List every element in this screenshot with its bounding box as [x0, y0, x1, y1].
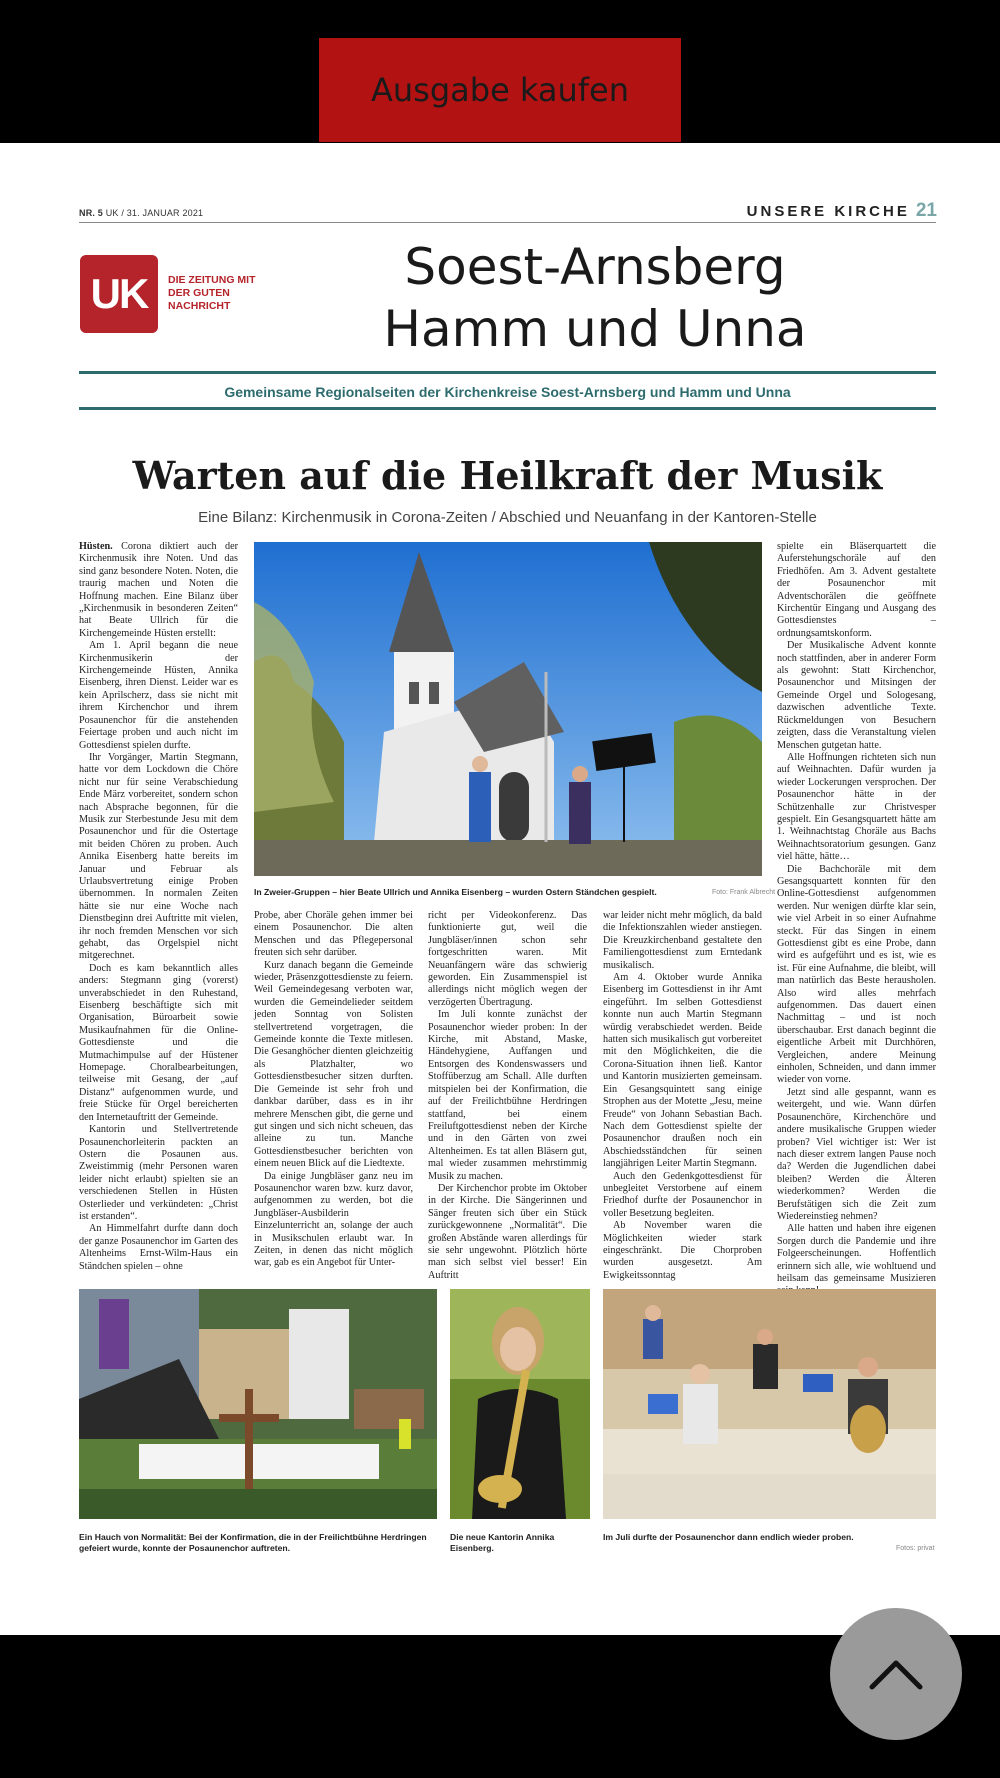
section-header [747, 200, 937, 222]
page-number: 21 [915, 200, 937, 221]
paragraph: Jetzt sind alle gespannt, wann es weitergeht, und wie. Wann dürfen Posaunenchöre, Kirchenchöre und andere musikalische Gruppen wieder proben? Viel wichtiger ist: Wer ist nach dieser extrem langen Pause noch da? Werden die Jugendlichen dabei bleiben? Werden die Älteren wiederkommen? Werden die Berufstätigen sich die Zeit zum Wiedereinstieg nehmen? [777, 1086, 936, 1222]
main-photo-caption: In Zweier-Gruppen – hier Beate Ullrich und Annika Eisenberg – wurden Ostern Ständchen gespielt. [254, 887, 657, 897]
rehearsal-photo-illustration [603, 1289, 936, 1519]
confirmation-photo [79, 1289, 437, 1519]
chevron-up-icon [868, 1657, 924, 1691]
issue-date: UK / 31. JANUAR 2021 [105, 208, 204, 218]
paragraph: Alle Hoffnungen richteten sich nun auf Weihnachten. Dafür wurden ja wieder Lockerungen versprochen. Der Posaunenchor hätte in der Schützenhalle zur Christvesper gespielt. Ein Gesangsquartett hätte am 1. Weihnachtstag Choräle aus Bachs Weihnachtsoratorium gesungen. Ganz viel hätte, hätte… [777, 751, 936, 863]
logo-tagline: DIE ZEITUNG MIT DER GUTEN NACHRICHT [168, 274, 256, 312]
region-title [360, 236, 830, 360]
kantorin-photo [450, 1289, 590, 1519]
paragraph: Da einige Jungbläser ganz neu im Posaunenchor waren bzw. kurz davor, aufgenommen zu werden, bot die Jungbläser-Ausbilderin Einzelunterricht an, solange der auch in Musikschulen erlaubt war. In Zeiten, in denen das nicht möglich war, gab es ein Angebot für Unter- [254, 1170, 413, 1269]
region-line-2: Hamm und Unna [383, 300, 807, 358]
region-line-1: Soest-Arnsberg [404, 238, 786, 296]
article-column-4 [603, 910, 762, 1280]
issue-number: NR. 5 [79, 208, 104, 218]
section-name: UNSERE KIRCHE [746, 203, 910, 220]
main-photo [254, 542, 762, 876]
paragraph: Probe, aber Choräle gehen immer bei einem Posaunenchor. Die alten Menschen und das Pflegepersonal freuten sich sehr darüber. [254, 910, 413, 959]
paragraph: Alle hatten und haben ihre eigenen Sorgen durch die Pandemie und ihre Folgeerscheinungen. Hoffentlich erinnern sich alle, wie wohltuend und heilsam das gemeinsame Musizieren [777, 1223, 936, 1284]
paragraph: Hüsten. Corona diktiert auch der Kirchenmusik ihre Noten. Und das sind ganz besondere Noten. Noten, die traurig machen und Noten die Hoffnung machen. Eine Bilanz über „Kirchenmusik in besonderen Zeiten“ hat Beate Ullrich für die Kirchengemeinde Hüsten erstellt: [79, 541, 239, 639]
rehearsal-photo [603, 1289, 936, 1519]
paragraph: Ab November waren die Möglichkeiten wieder stark eingeschränkt. Die Chorproben wurden ausgesetzt. Am Ewigkeitssonntag [603, 1220, 762, 1281]
dateline: Hüsten. [79, 541, 113, 552]
article-column-3 [428, 910, 587, 1280]
paragraph: Im Juli konnte zunächst der Posaunenchor wieder proben: In der Kirche, mit Abstand, Maske, Händehygiene, Auffangen und Entsorgen des Kondenswassers und Stoffüberzug am Schall. Alle durften mitspielen bei der Konfirmation, die auf der Freilichtbühne Herdringen stattfand, bei einem Freiluftgottesdienst neben der Kirche und in den Gärten von zwei Altenheimen. Es tat allen Bläsern gut, mal wieder zusammen mehrstimmig Musik zu machen. [428, 1009, 587, 1182]
church-photo-illustration [254, 542, 762, 876]
kantorin-photo-caption: Die neue Kantorin Annika Eisenberg. [450, 1532, 555, 1553]
paragraph: Am 1. April begann die neue Kirchenmusikerin der Kirchengemeinde Hüsten, Annika Eisenberg, ihren Dienst. Leider war es kein Aprilscherz, dass sie nicht mit ihrem Kirchenchor und ihrem Posaunenchor für die anstehenden Feiertage proben und auch nicht im Gottesdienst spielen durfte. [79, 640, 238, 751]
paragraph: An Himmelfahrt durfte dann doch der ganze Posaunenchor im Garten des Altenheims Ernst-Wilm-Haus ein Ständchen spielen – ohne [79, 1223, 238, 1272]
paragraph: war leider nicht mehr möglich, da bald die Infektionszahlen wieder anstiegen. Die Kreuzkirchenband gestaltete den Familiengottesdienst zum Erntedank musikalisch. [603, 910, 762, 971]
paragraph: Doch es kam bekanntlich alles anders: Stegmann ging (vorerst) unverabschiedet in den Ruhestand, Eisenberg beschäftigte sich mit Organisation, Büroarbeit sowie Musikaufnahmen für die Online-Gottesdienste und die Mutmachimpulse auf der Hüstener Homepage. Choralbearbeitungen, teilweise mit Gesang, der „auf Distanz“ aufgenommen wurde, und freie Stücke für Orgel bereicherten den Internetauftritt der Gemeinde. [79, 962, 238, 1123]
paragraph: Auch den Gedenkgottesdienst für unbegleitet Verstorbene auf einem Friedhof durfte der Posaunenchor in voller Besetzung begleiten. [603, 1170, 762, 1219]
article-headline: Warten auf die Heilkraft der Musik [132, 453, 883, 498]
paragraph: Am 4. Oktober wurde Annika Eisenberg im Gottesdienst in ihr Amt eingeführt. Im selben Gottesdienst konnte nun auch Martin Stegmann würdig verabschiedet werden. Beide hatten sich musikalisch gut vorbereitet mit den Möglichkeiten, die die Corona-Situation ihnen ließ. Kantor und Kantorin musizierten gemeinsam. Ein Gesangsquintett sang einige Strophen aus der Motette „Jesu, meine Freude“ von Johann Sebastian Bach. Nach dem Gottesdienst spielte der Posaunenchor draußen noch ein Abschiedsständchen für seinen langjährigen Leiter Martin Stegmann. [603, 972, 762, 1170]
issue-info [79, 208, 203, 218]
paragraph: richt per Videokonferenz. Das funktionierte gut, weil die Jungbläser/innen schon sehr fortgeschritten waren. Mit Neuanfängern wäre das schwierig geworden. Ein Zusammenspiel ist allerdings nicht möglich wegen der verzögerten Übertragung. [428, 910, 587, 1008]
photos-credit: Fotos: privat [896, 1545, 935, 1552]
teal-rule-top [79, 371, 936, 374]
article-column-2 [254, 910, 413, 1280]
confirmation-photo-illustration [79, 1289, 437, 1519]
scroll-to-top-button[interactable] [830, 1608, 962, 1740]
newspaper-page [0, 143, 1000, 1635]
main-photo-credit: Foto: Frank Albrecht [712, 889, 776, 896]
rehearsal-photo-caption: Im Juli durfte der Posaunenchor dann endlich wieder proben. [603, 1532, 854, 1542]
buy-issue-button[interactable]: Ausgabe kaufen [319, 38, 681, 142]
article-subhead: Eine Bilanz: Kirchenmusik in Corona-Zeiten / Abschied und Neuanfang in der Kantoren-Stelle [198, 509, 817, 526]
confirmation-photo-caption: Ein Hauch von Normalität: Bei der Konfirmation, die in der Freilichtbühne Herdringen gefeiert wurde, konnte der Posaunenchor auftreten. [79, 1532, 427, 1553]
uk-logo: UK [80, 255, 158, 333]
header-rule [79, 222, 936, 223]
paragraph: spielte ein Bläserquartett die Auferstehungschoräle auf den Friedhöfen. Am 3. Advent gestaltete der Posaunenchor mit Adventschorälen die geöffnete Kirchentür Eingang und Ausgang des Gottesdienstes – ordnungsamtskonform. [777, 541, 936, 639]
paragraph: Der Kirchenchor probte im Oktober in der Kirche. Die Sängerinnen und Sänger freuten sich über ein Stück zurückgewonnene „Normalität“. Die großen Abstände waren allerdings für sie sehr ungewohnt. Plötzlich hörte man sich selbst viel besser! Ein Auftritt [428, 1182, 587, 1281]
article-column-1 [79, 541, 238, 1279]
paragraph: Der Musikalische Advent konnte noch stattfinden, aber in anderer Form als gewohnt: Statt Kirchenchor, Posaunenchor und Mitsingen der Gemeinde Orgel und Sologesang, dazwischen adventliche Texte. Rückmeldungen von Besuchern zeigten, dass die Veranstaltung vielen Menschen gutgetan hatte. [777, 640, 936, 751]
paragraph: Die Bachchoräle mit dem Gesangsquartett konnten für den Online-Gottesdienst aufgenommen werden. Nur wenigen dürfte klar sein, wie viel Arbeit in so einer Aufnahme steckt. Für das Singen in einem Gottesdienst gibt es eine Probe, dann wird es aufgeführt und es ist, wie es ist. Für eine Aufnahme, die bleibt, will man natürlich das Beste herausholen. Also wird alles mehrfach aufgenommen. Das dauert einen Nachmittag – und ist noch überschaubar. Erst danach beginnt die eigentliche Arbeit mit Durchhören, Vergleichen, andere Meinung einholen, Schneiden, und dann immer wieder von vorne. [777, 863, 936, 1086]
article-column-5 [777, 541, 936, 1284]
paragraph: Kantorin und Stellvertretende Posaunenchorleiterin packten an Ostern die Posaunen aus. Zweistimmig (mehr Personen waren leider nicht erlaubt) spielten sie an verschiedenen Stellen in Hüsten Osterlieder und verkündeten: „Christ ist erstanden“. [79, 1124, 238, 1222]
teal-rule-bottom [79, 407, 936, 410]
kantorin-photo-illustration [450, 1289, 590, 1519]
region-subline: Gemeinsame Regionalseiten der Kirchenkreise Soest-Arnsberg und Hamm und Unna [224, 384, 791, 400]
paragraph: Kurz danach begann die Gemeinde wieder, Präsenzgottesdienste zu feiern. Weil Gemeindegesang verboten war, wurden die Gemeindelieder seitdem jeden Sonntag von Solisten stellvertretend vorgetragen, die Gemeinde konnte die Texte mitlesen. Die Gesanghöcher dienten gleichzeitig als Platzhalter, wo Gottesdienstbesucher sitzen durften. Die Gemeinde ist sehr froh und dankbar darüber, dass es in ihr mehrere Menschen gibt, die gerne und gut singen und sich nicht scheuen, das alleine zu tun. Manche Gottesdienstbesucher berichten von einem neuen Blick auf die Liedtexte. [254, 959, 413, 1170]
paragraph: Ihr Vorgänger, Martin Stegmann, hatte vor dem Lockdown die Chöre nicht nur für seine Verabschiedung Ende März vorbereitet, sondern schon nach Absprache begonnen, für die Musik zur Sterbestunde Jesu mit dem Posaunenchor und für die Ostertage mit beiden Chören zu proben. Auch Annika Eisenberg hatte bereits im Januar und Februar als Urlaubsvertretung einige Proben übernommen. In normalen Zeiten hätte sie nur eine Woche nach Dienstbeginn drei Auftritte mit vielen, ihr noch fremden Menschen vor sich gehabt, das Orgelspiel nicht mitgerechnet. [79, 751, 238, 962]
